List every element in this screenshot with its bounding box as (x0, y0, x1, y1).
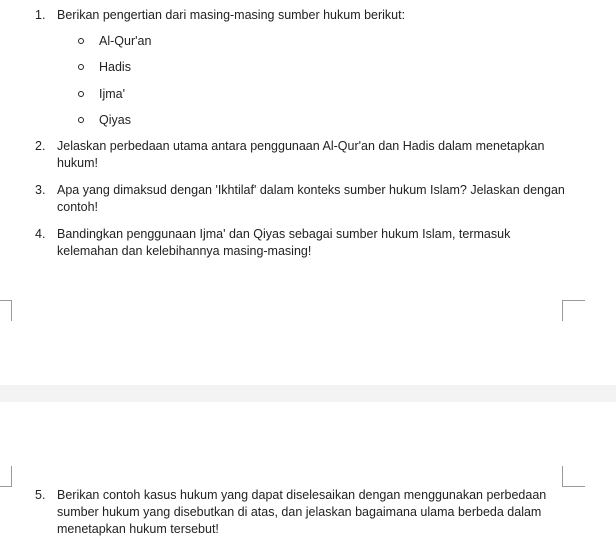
list-item (0, 86, 616, 103)
list-item-label: Ijma' (99, 87, 126, 101)
question-text: Bandingkan penggunaan Ijma' dan Qiyas sebagai sumber hukum Islam, termasuk kelemahan dan kelebihannya masing-masing! (57, 227, 511, 258)
question-text: Apa yang dimaksud dengan 'Ikhtilaf' dalam konteks sumber hukum Islam? Jelaskan dengan contoh! (57, 183, 565, 214)
list-item-label: Qiyas (99, 113, 131, 127)
page-separator (0, 385, 616, 402)
question-number: 4. (35, 227, 46, 241)
question-number: 1. (35, 8, 46, 22)
crop-mark-bottom-left (0, 466, 12, 487)
question-text: Berikan pengertian dari masing-masing sumber hukum berikut: (57, 8, 406, 22)
hollow-bullet-icon (78, 117, 84, 123)
question-number: 3. (35, 183, 46, 197)
crop-mark-bottom-right (562, 466, 585, 487)
hollow-bullet-icon (78, 91, 84, 97)
question-number: 5. (35, 488, 46, 502)
hollow-bullet-icon (78, 64, 84, 70)
list-item (0, 33, 616, 50)
hollow-bullet-icon (78, 38, 84, 44)
list-item-label: Hadis (99, 60, 131, 74)
question-number: 2. (35, 139, 46, 153)
question-text: Jelaskan perbedaan utama antara penggunaan Al-Qur'an dan Hadis dalam menetapkan hukum! (57, 139, 545, 170)
list-item (0, 59, 616, 76)
list-item (0, 112, 616, 129)
list-item-label: Al-Qur'an (99, 34, 152, 48)
crop-mark-top-left (0, 300, 12, 321)
crop-mark-top-right (562, 300, 585, 321)
question-text: Berikan contoh kasus hukum yang dapat diselesaikan dengan menggunakan perbedaan sumber hukum yang disebutkan di atas, dan jelaskan bagaimana ulama berbeda dalam menetapkan hukum tersebut! (57, 488, 547, 536)
